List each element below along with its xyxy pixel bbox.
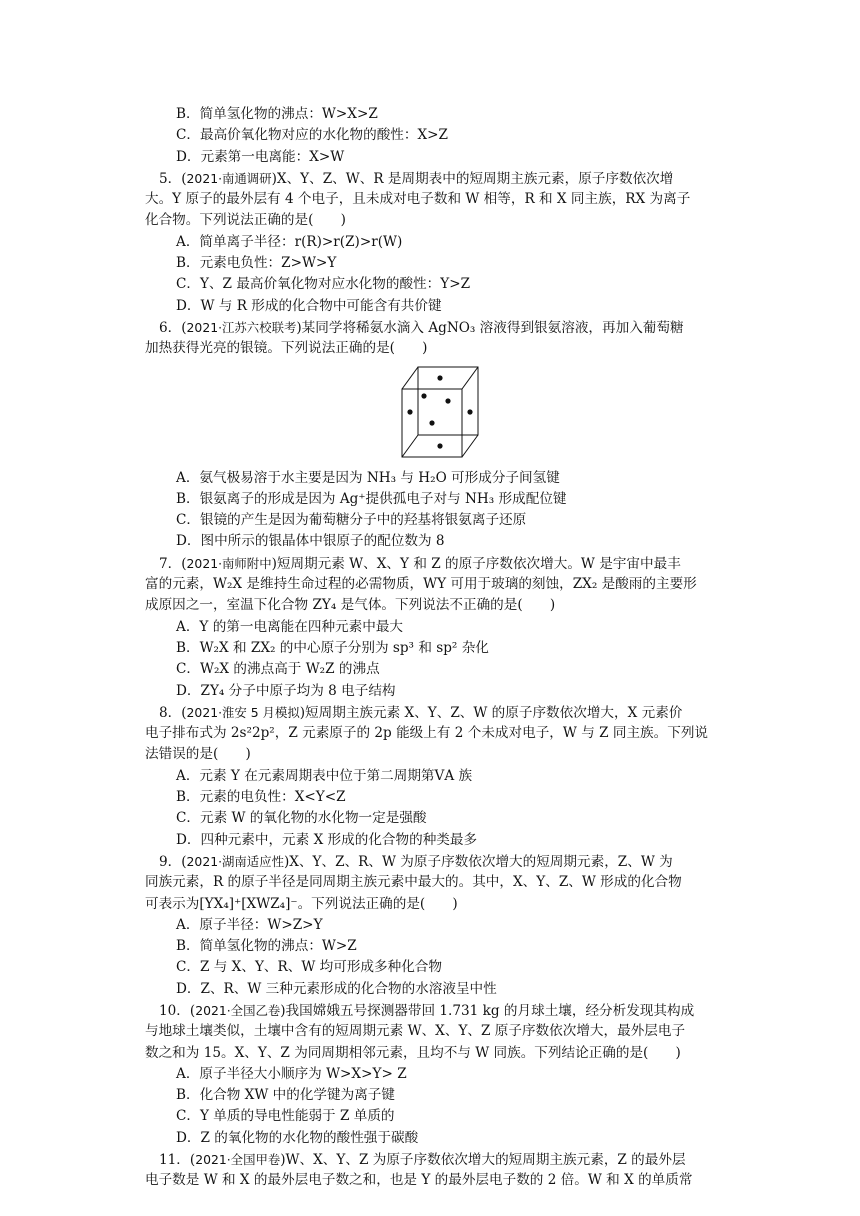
q9-option-a: A．原子半径：W>Z>Y [176,916,323,933]
q4-option-d: D．元素第一电离能：X>W [176,148,345,165]
q10-option-c: C．Y 单质的导电性能弱于 Z 单质的 [176,1108,395,1125]
q5-option-d: D．W 与 R 形成的化合物中可能含有共价键 [176,297,442,314]
q9-option-b: B．简单氢化物的沸点：W>Z [176,938,357,955]
exam-page [145,104,735,1192]
atom-face-front [429,420,434,425]
q8-option-a: A．元素 Y 在元素周期表中位于第二周期第ⅤA 族 [176,767,473,784]
q10-option-b: B．化合物 XW 中的化学键为离子键 [176,1087,395,1104]
q5-source: 2021·南通调研 [186,170,272,186]
atom-face-left [407,409,412,414]
q4-option-c: C．最高价氧化物对应的水化物的酸性：X>Z [176,127,449,144]
q7-stem-line2: 富的元素，W₂X 是维持生命过程的必需物质，WY 可用于玻璃的刻蚀，ZX₂ 是酸雨的主要形 [145,576,697,593]
q5-option-b: B．元素电负性：Z>W>Y [176,255,337,272]
q8-stem-line1: 8．(2021·淮安 5 月模拟)短周期主族元素 X、Y、Z、W 的原子序数依次增大，X 元素价 [159,704,683,721]
silver-crystal-figure [145,362,735,464]
q5-stem-line2: 大。Y 原子的最外层有 4 个电子，且未成对电子数和 W 相等，R 和 X 同主族，RX 为离子 [145,191,691,208]
q5-stem-line1: 5．(2021·南通调研)X、Y、Z、W、R 是周期表中的短周期主族元素，原子序数依次增 [159,170,674,187]
atom-face-top [437,375,442,380]
q7-source: 2021·南师附中 [186,555,272,571]
q6-stem-line1: 6．(2021·江苏六校联考)某同学将稀氨水滴入 AgNO₃ 溶液得到银氨溶液，再加入葡萄糖 [159,319,684,336]
q6-option-d: D．图中所示的银晶体中银原子的配位数为 8 [176,533,445,550]
q10-option-a: A．原子半径大小顺序为 W>X>Y> Z [176,1065,407,1082]
q8-stem-line3: 法错误的是( ) [145,746,251,763]
q9-stem-line3: 可表示为[YX₄]⁺[XWZ₄]⁻。下列说法正确的是( ) [145,895,458,912]
q5-option-c: C．Y、Z 最高价氧化物对应水化物的酸性：Y>Z [176,276,471,293]
q8-source: 2021·淮安 5 月模拟 [186,704,300,720]
q6-stem-line2: 加热获得光亮的银镜。下列说法正确的是( ) [145,340,428,357]
q10-option-d: D．Z 的氧化物的水化物的酸性强于碳酸 [176,1129,419,1146]
atom-face-back [445,398,450,403]
q8-option-b: B．元素的电负性：X<Y<Z [176,789,346,806]
q8-option-d: D．四种元素中，元素 X 形成的化合物的种类最多 [176,831,478,848]
q11-stem-line1: 11．(2021·全国甲卷)W、X、Y、Z 为原子序数依次增大的短周期主族元素，Z 的最外层 [159,1152,686,1169]
q9-source: 2021·湖南适应性 [186,853,284,869]
q6-option-b: B．银氨离子的形成是因为 Ag⁺提供孤电子对与 NH₃ 形成配位键 [176,490,567,507]
q7-stem-line3: 成原因之一，室温下化合物 ZY₄ 是气体。下列说法不正确的是( ) [145,597,556,614]
q7-option-c: C．W₂X 的沸点高于 W₂Z 的沸点 [176,661,380,678]
q6-option-a: A．氨气极易溶于水主要是因为 NH₃ 与 H₂O 可形成分子间氢键 [176,469,560,486]
q11-source: 2021·全国甲卷 [195,1152,281,1168]
q9-stem-line1: 9．(2021·湖南适应性)X、Y、Z、R、W 为原子序数依次增大的短周期元素，Z、W 为 [159,853,673,870]
q6-option-c: C．银镜的产生是因为葡萄糖分子中的羟基将银氨离子还原 [176,512,527,529]
q7-option-b: B．W₂X 和 ZX₂ 的中心原子分别为 sp³ 和 sp² 杂化 [176,639,489,656]
atom-face-bottom [437,443,442,448]
q10-stem-line2: 与地球土壤类似，土壤中含有的短周期元素 W、X、Y、Z 原子序数依次增大，最外层电子 [145,1023,686,1040]
fcc-unit-cell-diagram [390,362,490,464]
q6-source: 2021·江苏六校联考 [186,319,297,335]
q7-stem-line1: 7．(2021·南师附中)短周期元素 W、X、Y 和 Z 的原子序数依次增大。W 是宇宙中最丰 [159,555,681,572]
q9-option-c: C．Z 与 X、Y、R、W 均可形成多种化合物 [176,959,442,976]
q10-stem-line1: 10．(2021·全国乙卷)我国嫦娥五号探测器带回 1.731 kg 的月球土壤，经分析发现其构成 [159,1002,695,1019]
q8-option-c: C．元素 W 的氧化物的水化物一定是强酸 [176,810,427,827]
q11-stem-line2: 电子数是 W 和 X 的最外层电子数之和，也是 Y 的最外层电子数的 2 倍。W 和 X 的单质常 [145,1172,693,1189]
q9-option-d: D．Z、R、W 三种元素形成的化合物的水溶液呈中性 [176,980,497,997]
q5-option-a: A．简单离子半径：r(R)>r(Z)>r(W) [176,233,403,250]
q9-stem-line2: 同族元素，R 的原子半径是同周期主族元素中最大的。其中，X、Y、Z、W 形成的化合物 [145,874,682,891]
atom-extra [421,393,426,398]
atom-face-right [467,409,472,414]
q10-stem-line3: 数之和为 15。X、Y、Z 为同周期相邻元素，且均不与 W 同族。下列结论正确的是( ) [145,1044,681,1061]
q7-option-d: D．ZY₄ 分子中原子均为 8 电子结构 [176,682,396,699]
q8-stem-line2: 电子排布式为 2s²2p²，Z 元素原子的 2p 能级上有 2 个未成对电子，W 与 Z 同主族。下列说 [145,725,709,742]
q4-option-b: B．简单氢化物的沸点：W>X>Z [176,106,378,122]
q5-stem-line3: 化合物。下列说法正确的是( ) [145,212,346,229]
q10-source: 2021·全国乙卷 [195,1002,281,1018]
q7-option-a: A．Y 的第一电离能在四种元素中最大 [176,618,404,635]
